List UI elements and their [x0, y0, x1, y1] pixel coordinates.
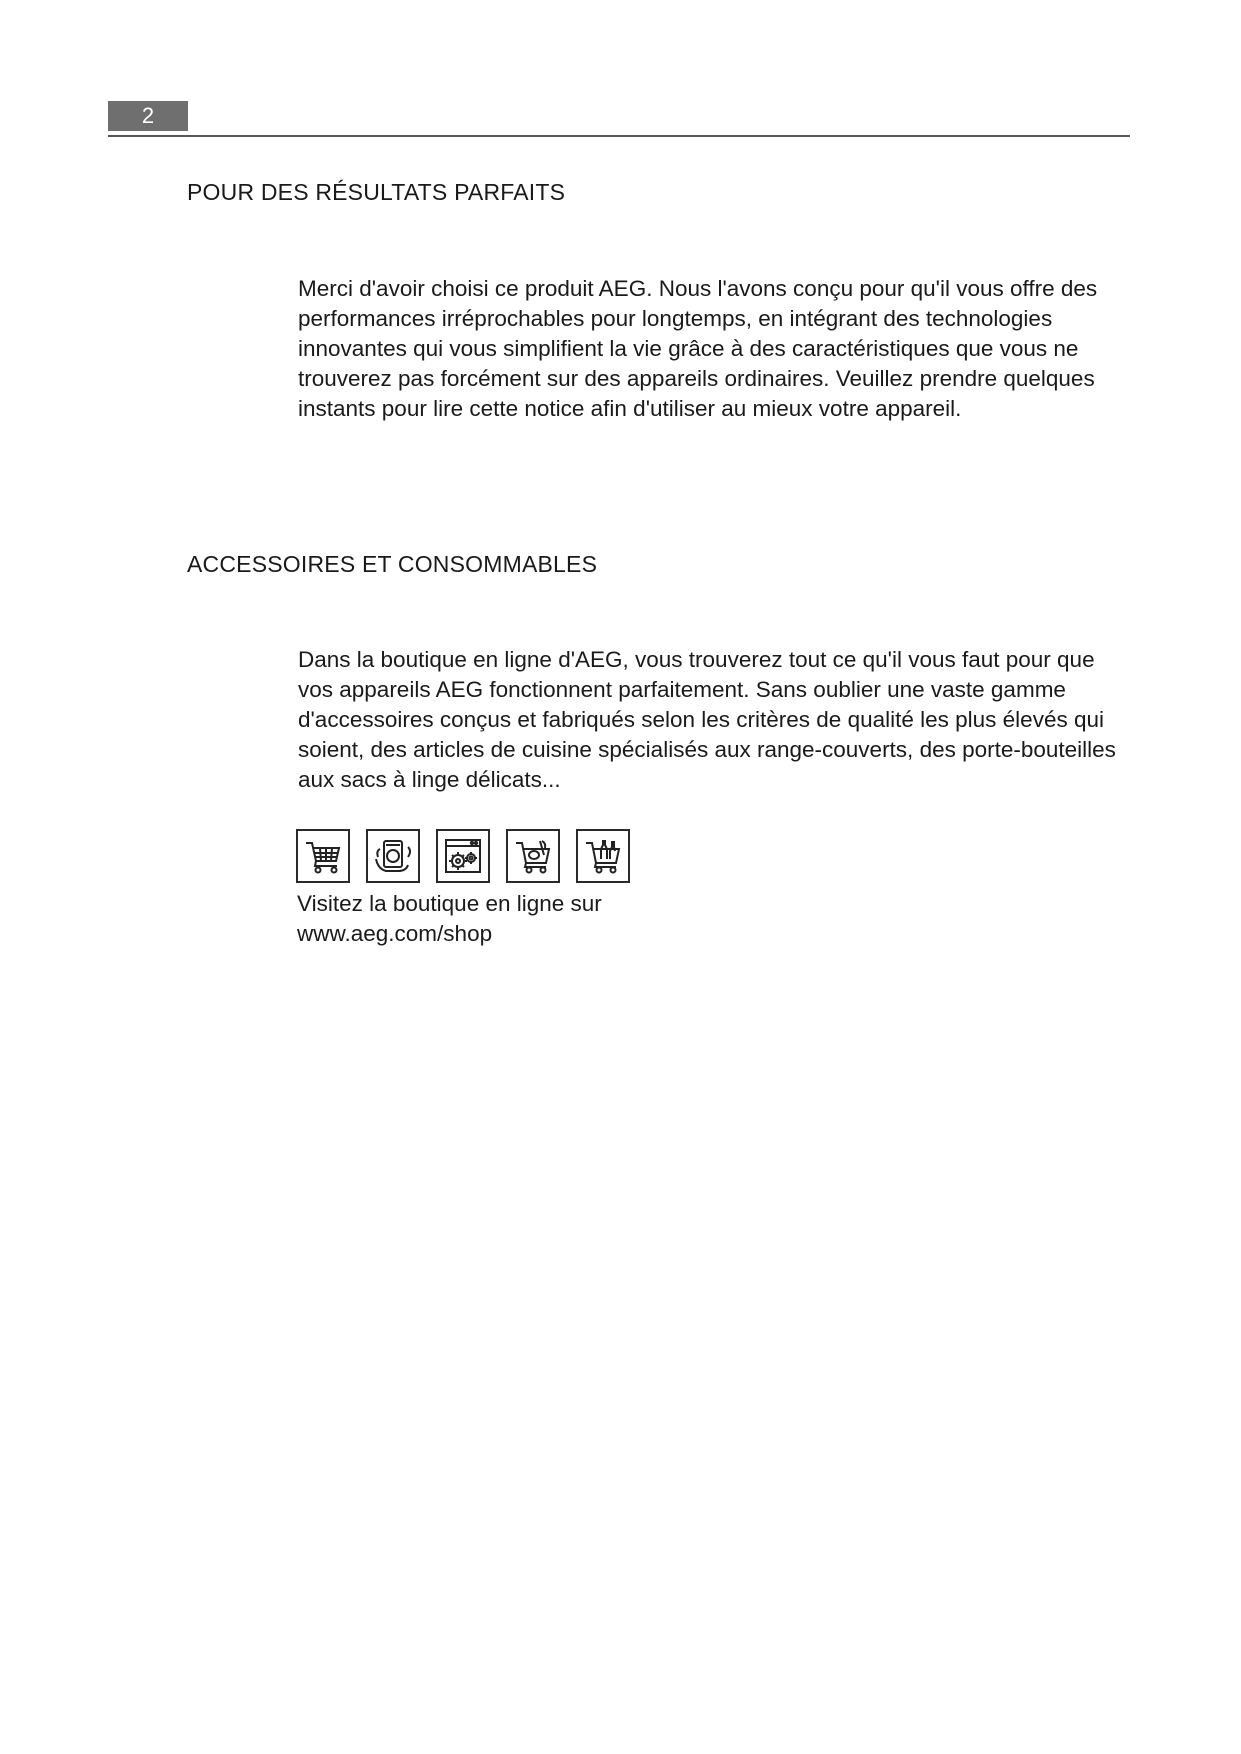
text-line: vos appareils AEG fonctionnent parfaitement. Sans oublier une vaste gamme — [298, 677, 1066, 702]
text-line: Merci d'avoir choisi ce produit AEG. Nous l'avons conçu pour qu'il vous offre des — [298, 276, 1098, 301]
text-line: instants pour lire cette notice afin d'utiliser au mieux votre appareil. — [298, 396, 962, 421]
visit-line: Visitez la boutique en ligne sur — [297, 891, 602, 916]
text-line: trouverez pas forcément sur des appareils ordinaires. Veuillez prendre quelques — [298, 366, 1095, 391]
header-rule — [108, 135, 1130, 137]
cart-bottles-icon — [576, 829, 630, 883]
text-line: aux sacs à linge délicats... — [298, 767, 561, 792]
section-title-accessories: ACCESSOIRES ET CONSOMMABLES — [187, 551, 598, 577]
shop-url-link[interactable]: www.aeg.com/shop — [297, 921, 493, 946]
shopping-cart-icon — [296, 829, 350, 883]
page-number: 2 — [108, 101, 188, 131]
text-line: Dans la boutique en ligne d'AEG, vous trouverez tout ce qu'il vous faut pour que — [298, 647, 1095, 672]
cart-kitchenware-icon — [506, 829, 560, 883]
section-title-results: POUR DES RÉSULTATS PARFAITS — [187, 179, 566, 205]
text-line: d'accessoires conçus et fabriqués selon les critères de qualité les plus élevés qui — [298, 707, 1104, 732]
text-line: performances irréprochables pour longtemps, en intégrant des technologies — [298, 306, 1053, 331]
shop-icon-row — [296, 829, 646, 883]
intro-paragraph — [298, 274, 1138, 424]
accessories-paragraph — [298, 645, 1138, 795]
appliance-gears-icon — [436, 829, 490, 883]
text-line: soient, des articles de cuisine spécialisés aux range-couverts, des porte-bouteilles — [298, 737, 1116, 762]
shop-visit-text — [297, 889, 602, 949]
text-line: innovantes qui vous simplifient la vie grâce à des caractéristiques que vous ne — [298, 336, 1079, 361]
hand-washing-icon — [366, 829, 420, 883]
